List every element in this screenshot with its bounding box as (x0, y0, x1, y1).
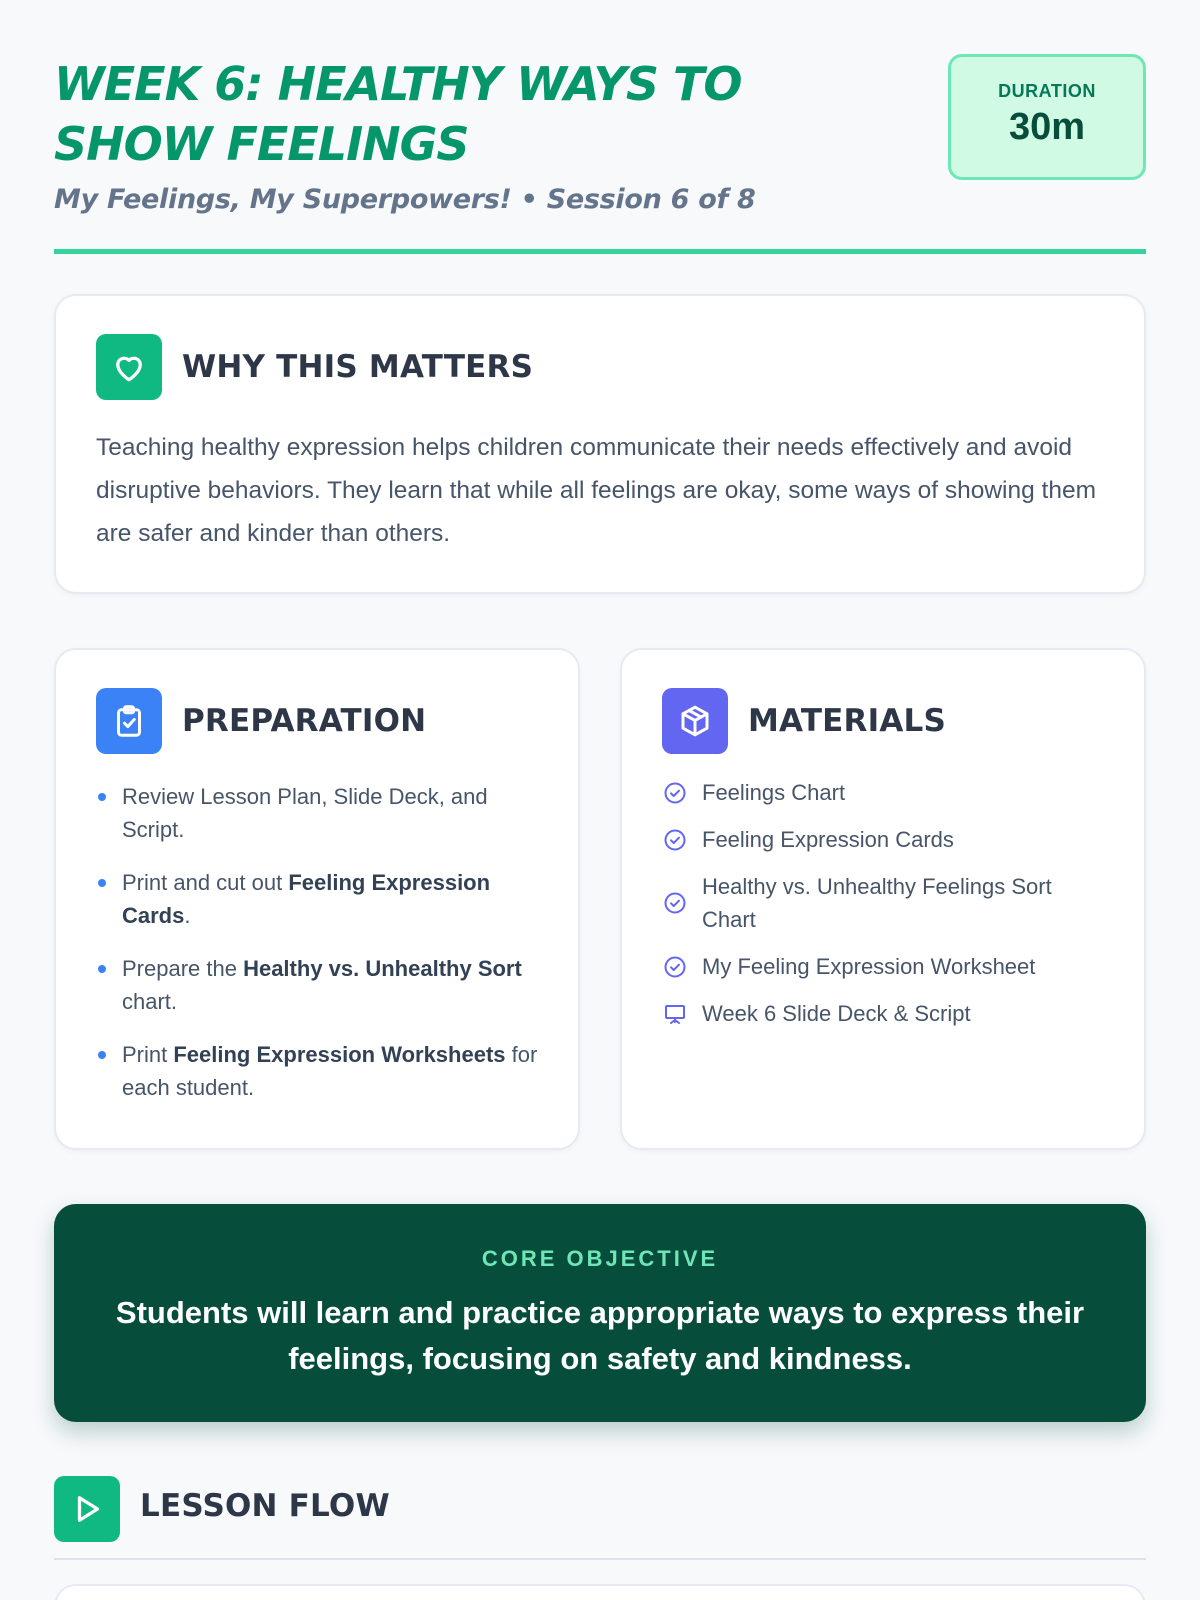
check-circle-icon (662, 890, 688, 916)
list-item (662, 950, 1104, 983)
material-label: Feeling Expression Cards (702, 827, 954, 852)
list-item (662, 776, 1104, 809)
duration-value: 30m (1008, 106, 1086, 148)
clipboard-check-icon (96, 688, 162, 754)
list-item (662, 870, 1104, 936)
materials-card-header (662, 688, 1104, 754)
list-item: Review Lesson Plan, Slide Deck, and Script. (96, 780, 538, 846)
presentation-icon (662, 1001, 688, 1027)
list-item (662, 997, 1104, 1030)
why-card-header (96, 334, 1104, 400)
lesson-flow-card (54, 1584, 1146, 1600)
duration-badge (948, 54, 1146, 180)
material-label: Healthy vs. Unhealthy Feelings Sort Chart (702, 874, 1052, 932)
page-subtitle: My Feelings, My Superpowers! • Session 6 of 8 (54, 184, 756, 215)
list-item (662, 823, 1104, 856)
materials-list (662, 776, 1104, 1030)
materials-card-title: MATERIALS (748, 703, 947, 739)
lesson-flow-title: LESSON FLOW (140, 1488, 390, 1524)
duration-label: DURATION (998, 81, 1096, 101)
bullet-icon (98, 965, 106, 973)
preparation-card-title: PREPARATION (182, 703, 427, 739)
preparation-list (96, 780, 538, 1104)
bullet-icon (98, 1051, 106, 1059)
bullet-icon (98, 879, 106, 887)
box-icon (662, 688, 728, 754)
core-objective-text: Students will learn and practice appropriate ways to express their feelings, focusing on safety and kindness. (115, 1295, 1085, 1376)
page-header (54, 0, 1146, 254)
why-card-title: WHY THIS MATTERS (182, 349, 534, 385)
heart-icon (96, 334, 162, 400)
material-label: Week 6 Slide Deck & Script (702, 1001, 971, 1026)
core-objective-label: CORE OBJECTIVE (481, 1246, 719, 1271)
play-icon (54, 1476, 120, 1542)
check-circle-icon (662, 954, 688, 980)
why-card (54, 294, 1146, 594)
materials-card (620, 648, 1146, 1150)
core-objective-banner (54, 1204, 1146, 1422)
material-label: My Feeling Expression Worksheet (702, 954, 1036, 979)
material-label: Feelings Chart (702, 780, 846, 805)
preparation-card (54, 648, 580, 1150)
page-title: WEEK 6: HEALTHY WAYS TO SHOW FEELINGS (54, 57, 742, 171)
lesson-flow-header (54, 1476, 1146, 1560)
why-card-text: Teaching healthy expression helps children communicate their needs effectively and avoid disruptive behaviors. They learn that while all feelings are okay, some ways of showing them are safer and kinder than others. (96, 434, 1097, 547)
check-circle-icon (662, 827, 688, 853)
list-item: Print and cut out Feeling Expression Cards. (96, 866, 538, 932)
list-item: Prepare the Healthy vs. Unhealthy Sort chart. (96, 952, 538, 1018)
bullet-icon (98, 793, 106, 801)
check-circle-icon (662, 780, 688, 806)
preparation-card-header (96, 688, 538, 754)
list-item: Print Feeling Expression Worksheets for each student. (96, 1038, 538, 1104)
